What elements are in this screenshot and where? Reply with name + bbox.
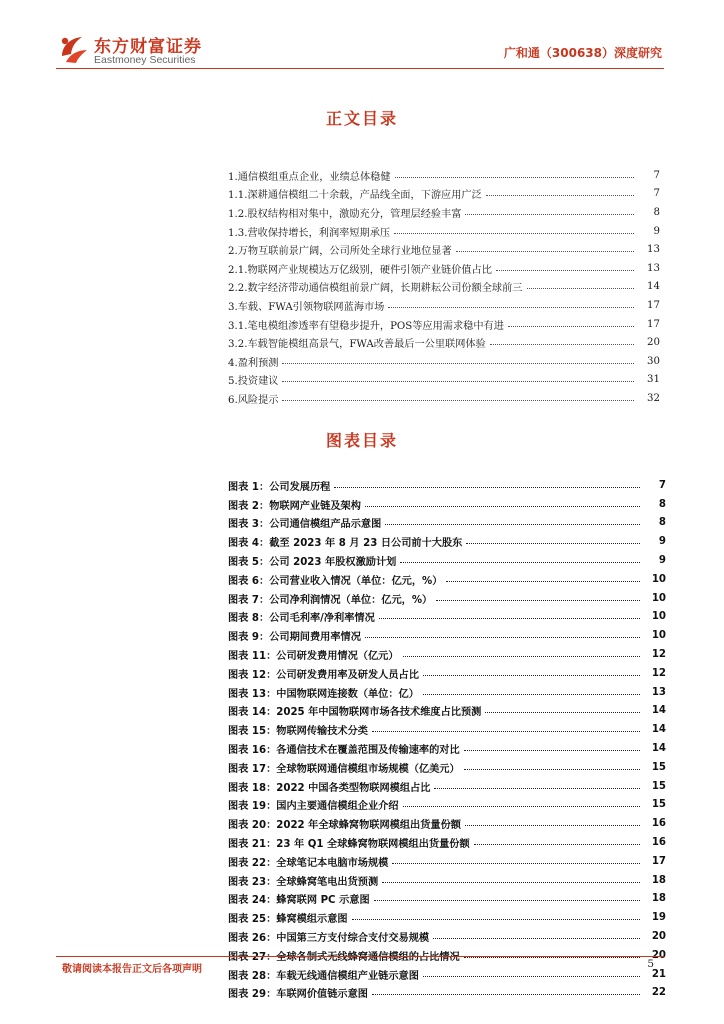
figure-entry-page: 18 xyxy=(651,874,666,886)
company-logo xyxy=(56,30,286,70)
toc-heading: 正文目录 xyxy=(325,109,398,128)
figure-entry-label: 图表 13：中国物联网连接数（单位：亿） xyxy=(228,688,419,700)
figure-entry[interactable] xyxy=(228,495,666,514)
dot-leader xyxy=(464,750,640,751)
dot-leader xyxy=(385,524,640,525)
figure-entry-label: 图表 22：全球笔记本电脑市场规模 xyxy=(228,857,389,869)
figure-entry-page: 8 xyxy=(658,498,666,510)
figure-entry-page: 12 xyxy=(651,649,666,661)
figure-entry-label: 图表 27：全球各制式无线蜂窝通信模组的占比情况 xyxy=(228,951,460,963)
figure-entry-page: 21 xyxy=(651,968,666,980)
figure-entry[interactable] xyxy=(228,852,666,871)
figure-entry[interactable] xyxy=(228,965,666,984)
toc-entry-page: 17 xyxy=(647,318,660,330)
figure-entry-page: 14 xyxy=(651,743,666,755)
figure-entry[interactable] xyxy=(228,608,666,627)
dot-leader xyxy=(365,637,640,638)
dot-leader xyxy=(446,581,640,582)
toc-entry-page: 7 xyxy=(653,188,660,200)
dot-leader xyxy=(352,919,640,920)
figure-entry-page: 13 xyxy=(651,686,666,698)
figure-entry-page: 7 xyxy=(658,479,666,491)
dot-leader xyxy=(456,251,634,252)
toc-entry-page: 14 xyxy=(647,281,660,293)
dot-leader xyxy=(527,288,635,289)
figure-entry-label: 图表 6：公司营业收入情况（单位：亿元，%） xyxy=(228,575,443,587)
figure-entry-page: 12 xyxy=(651,667,666,679)
dot-leader xyxy=(490,344,634,345)
toc-entry-label: 3.2.车载智能模组高景气，FWA改善最后一公里联网体验 xyxy=(228,339,486,351)
figure-entry[interactable] xyxy=(228,871,666,890)
dot-leader xyxy=(403,806,640,807)
toc-entry[interactable] xyxy=(228,240,660,259)
figure-entry-page: 10 xyxy=(651,611,666,623)
figure-entry[interactable] xyxy=(228,890,666,909)
figure-entry-label: 图表 8：公司毛利率/净利率情况 xyxy=(228,613,375,625)
toc-entry-label: 1.1.深耕通信模组二十余载，产品线全面，下游应用广泛 xyxy=(228,190,482,202)
figure-entry-label: 图表 2：物联网产业链及架构 xyxy=(228,500,361,512)
figure-entry[interactable] xyxy=(228,927,666,946)
dot-leader xyxy=(465,825,640,826)
dot-leader xyxy=(365,506,640,507)
figure-entry-label: 图表 21：23 年 Q1 全球蜂窝物联网模组出货量份额 xyxy=(228,839,470,851)
figure-entry-page: 9 xyxy=(658,555,666,567)
dot-leader xyxy=(394,233,634,234)
figure-entry-label: 图表 24：蜂窝联网 PC 示意图 xyxy=(228,895,370,907)
figure-entry-page: 16 xyxy=(651,818,666,830)
footer-divider xyxy=(56,956,664,957)
figure-entry-page: 19 xyxy=(651,912,666,924)
toc-entry-page: 17 xyxy=(647,299,660,311)
dot-leader xyxy=(379,618,640,619)
toc-entry-label: 1.2.股权结构相对集中，激励充分，管理层经验丰富 xyxy=(228,208,462,220)
footer-disclaimer: 敬请阅读本报告正文后各项声明 xyxy=(62,964,202,975)
figure-entry[interactable] xyxy=(228,664,666,683)
figure-entry[interactable] xyxy=(228,589,666,608)
figure-entry-label: 图表 16：各通信技术在覆盖范围及传输速率的对比 xyxy=(228,745,460,757)
figure-entry[interactable] xyxy=(228,702,666,721)
toc-entry[interactable] xyxy=(228,333,660,352)
figure-entry-label: 图表 17：全球物联网通信模组市场规模（亿美元） xyxy=(228,763,460,775)
toc-entry[interactable] xyxy=(228,389,660,408)
toc-entry[interactable] xyxy=(228,166,660,185)
toc-entry-label: 3.车载、FWA引领物联网蓝海市场 xyxy=(228,301,385,313)
figure-entry-page: 16 xyxy=(651,837,666,849)
dot-leader xyxy=(374,900,640,901)
figure-entry-page: 10 xyxy=(651,592,666,604)
toc-entry-page: 32 xyxy=(647,392,660,404)
figure-entry-page: 8 xyxy=(658,517,666,529)
dot-leader xyxy=(372,731,640,732)
figure-entry[interactable] xyxy=(228,777,666,796)
figure-entry-page: 15 xyxy=(651,780,666,792)
figure-entry-page: 10 xyxy=(651,573,666,585)
figure-entry[interactable] xyxy=(228,720,666,739)
figure-entry-label: 图表 12：公司研发费用率及研发人员占比 xyxy=(228,669,419,681)
logo-chinese-text: 东方财富证券 xyxy=(94,37,202,57)
figure-entry-page: 20 xyxy=(651,949,666,961)
figure-entry-page: 14 xyxy=(651,724,666,736)
figure-entry-label: 图表 1：公司发展历程 xyxy=(228,481,331,493)
header-divider xyxy=(56,68,664,69)
figure-entry-label: 图表 3：公司通信模组产品示意图 xyxy=(228,519,382,531)
figure-entry-label: 图表 15：物联网传输技术分类 xyxy=(228,726,368,738)
figure-entry-label: 图表 28：车载无线通信模组产业链示意图 xyxy=(228,970,419,982)
toc-entry[interactable] xyxy=(228,259,660,278)
dot-leader xyxy=(334,487,640,488)
dot-leader xyxy=(372,994,640,995)
page-number: 5 xyxy=(647,958,654,970)
toc-entry-label: 6.风险提示 xyxy=(228,394,279,406)
figure-entry-label: 图表 23：全球蜂窝笔电出货预测 xyxy=(228,876,379,888)
toc-entry-page: 30 xyxy=(647,355,660,367)
toc-entry[interactable] xyxy=(228,278,660,297)
toc-entry-page: 8 xyxy=(653,206,660,218)
figure-entry[interactable] xyxy=(228,796,666,815)
figure-entry[interactable] xyxy=(228,758,666,777)
dot-leader xyxy=(395,177,634,178)
dot-leader xyxy=(382,882,640,883)
figure-entry-label: 图表 5：公司 2023 年股权激励计划 xyxy=(228,557,397,569)
figure-entry-page: 15 xyxy=(651,799,666,811)
dot-leader xyxy=(388,307,634,308)
toc-entry-page: 13 xyxy=(647,262,660,274)
figure-entry[interactable] xyxy=(228,984,666,1003)
dot-leader xyxy=(496,270,634,271)
figure-entry-label: 图表 26：中国第三方支付综合支付交易规模 xyxy=(228,933,430,945)
dot-leader xyxy=(423,976,640,977)
table-of-contents xyxy=(228,166,660,408)
toc-entry-label: 4.盈利预测 xyxy=(228,357,279,369)
figure-entry[interactable] xyxy=(228,683,666,702)
toc-entry[interactable] xyxy=(228,315,660,334)
figure-entry-label: 图表 19：国内主要通信模组企业介绍 xyxy=(228,801,399,813)
figure-entry[interactable] xyxy=(228,833,666,852)
dot-leader xyxy=(474,844,640,845)
figure-entry-label: 图表 4：截至 2023 年 8 月 23 日公司前十大股东 xyxy=(228,538,463,550)
figure-entry-label: 图表 7：公司净利润情况（单位：亿元，%） xyxy=(228,594,433,606)
toc-entry[interactable] xyxy=(228,296,660,315)
figure-entry-label: 图表 25：蜂窝模组示意图 xyxy=(228,914,348,926)
figure-entry[interactable] xyxy=(228,476,666,495)
dot-leader xyxy=(464,769,640,770)
eastmoney-logo-icon xyxy=(56,32,90,66)
figure-entry-page: 10 xyxy=(651,630,666,642)
figure-entry[interactable] xyxy=(228,570,666,589)
toc-entry-page: 13 xyxy=(647,244,660,256)
toc-entry[interactable] xyxy=(228,203,660,222)
dot-leader xyxy=(400,562,640,563)
figure-list xyxy=(228,476,666,1002)
figure-entry[interactable] xyxy=(228,739,666,758)
toc-entry-page: 9 xyxy=(653,225,660,237)
dot-leader xyxy=(508,326,634,327)
figure-entry-label: 图表 11：公司研发费用情况（亿元） xyxy=(228,651,399,663)
toc-entry[interactable] xyxy=(228,222,660,241)
toc-entry-page: 31 xyxy=(647,374,660,386)
figure-list-heading: 图表目录 xyxy=(325,431,398,450)
figure-entry-page: 17 xyxy=(651,855,666,867)
figure-entry-page: 20 xyxy=(651,931,666,943)
dot-leader xyxy=(282,381,634,382)
dot-leader xyxy=(423,694,640,695)
logo-english-text: Eastmoney Securities xyxy=(94,54,196,66)
toc-entry-label: 3.1.笔电模组渗透率有望稳步提升，POS等应用需求稳中有进 xyxy=(228,320,504,332)
toc-entry[interactable] xyxy=(228,371,660,390)
figure-entry-page: 18 xyxy=(651,893,666,905)
dot-leader xyxy=(403,656,640,657)
figure-entry-page: 22 xyxy=(651,987,666,999)
toc-entry-label: 2.2.数字经济带动通信模组前景广阔，长期耕耘公司份额全球前三 xyxy=(228,283,523,295)
dot-leader xyxy=(436,600,640,601)
figure-entry-label: 图表 20：2022 年全球蜂窝物联网模组出货量份额 xyxy=(228,820,461,832)
figure-entry[interactable] xyxy=(228,514,666,533)
toc-entry-page: 7 xyxy=(653,169,660,181)
figure-entry-label: 图表 29：车联网价值链示意图 xyxy=(228,989,368,1001)
dot-leader xyxy=(392,863,640,864)
figure-entry-page: 14 xyxy=(651,705,666,717)
toc-entry-label: 1.3.营收保持增长，利润率短期承压 xyxy=(228,227,391,239)
dot-leader xyxy=(486,195,634,196)
toc-entry[interactable] xyxy=(228,352,660,371)
dot-leader xyxy=(465,214,634,215)
figure-entry[interactable] xyxy=(228,532,666,551)
dot-leader xyxy=(282,363,634,364)
figure-entry-label: 图表 9：公司期间费用率情况 xyxy=(228,632,361,644)
toc-entry-page: 20 xyxy=(647,337,660,349)
figure-entry-page: 15 xyxy=(651,761,666,773)
figure-entry[interactable] xyxy=(228,551,666,570)
dot-leader xyxy=(282,400,634,401)
figure-entry-label: 图表 18：2022 中国各类型物联网模组占比 xyxy=(228,782,431,794)
figure-entry[interactable] xyxy=(228,908,666,927)
dot-leader xyxy=(423,675,640,676)
dot-leader xyxy=(485,712,640,713)
dot-leader xyxy=(434,788,640,789)
dot-leader xyxy=(433,938,640,939)
figure-entry-page: 9 xyxy=(658,536,666,548)
toc-entry-label: 1.通信模组重点企业，业绩总体稳健 xyxy=(228,171,391,183)
toc-entry-label: 2.1.物联网产业规模达万亿级别，硬件引领产业链价值占比 xyxy=(228,264,492,276)
dot-leader xyxy=(466,543,640,544)
figure-entry[interactable] xyxy=(228,645,666,664)
report-title: 广和通（300638）深度研究 xyxy=(503,46,662,60)
figure-entry[interactable] xyxy=(228,814,666,833)
figure-entry[interactable] xyxy=(228,626,666,645)
page-header xyxy=(0,0,724,80)
toc-entry[interactable] xyxy=(228,185,660,204)
toc-entry-label: 2.万物互联前景广阔，公司所处全球行业地位显著 xyxy=(228,246,452,258)
figure-entry-label: 图表 14：2025 年中国物联网市场各技术维度占比预测 xyxy=(228,707,482,719)
toc-entry-label: 5.投资建议 xyxy=(228,376,279,388)
